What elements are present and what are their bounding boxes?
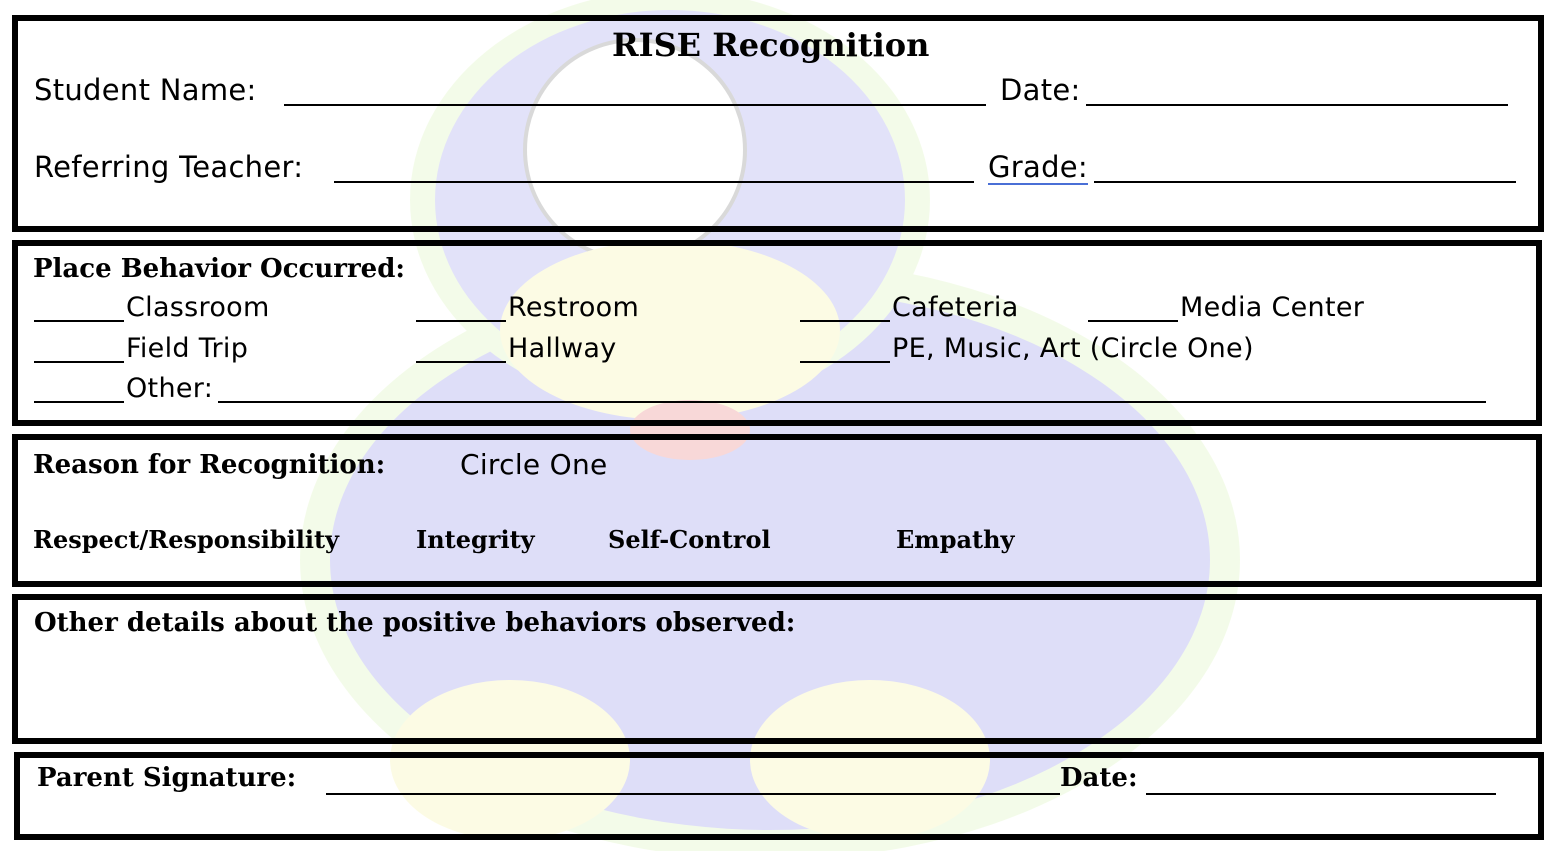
student-name-field[interactable] [284,104,986,106]
other-blank[interactable] [34,401,124,403]
field-trip-blank[interactable] [34,361,124,363]
date-field[interactable] [1086,104,1508,106]
cafeteria-option: Cafeteria [892,292,1019,323]
other-field[interactable] [218,401,1486,403]
details-heading: Other details about the positive behaviors observed: [34,608,796,638]
date-label: Date: [1000,73,1081,107]
student-name-label: Student Name: [34,73,257,107]
reason-integrity[interactable]: Integrity [416,525,535,554]
reason-instruction: Circle One [460,448,608,481]
media-center-option: Media Center [1180,292,1365,323]
pe-music-art-option: PE, Music, Art (Circle One) [892,333,1254,364]
grade-field[interactable] [1094,181,1516,183]
place-heading: Place Behavior Occurred: [33,254,405,284]
media-center-blank[interactable] [1088,320,1178,322]
cafeteria-blank[interactable] [800,320,890,322]
reason-empathy[interactable]: Empathy [896,525,1015,554]
referring-teacher-label: Referring Teacher: [34,150,304,184]
classroom-blank[interactable] [34,320,124,322]
hallway-option: Hallway [508,333,617,364]
pe-music-art-blank[interactable] [800,361,890,363]
grade-label: Grade: [988,150,1088,184]
field-trip-option: Field Trip [126,333,249,364]
restroom-blank[interactable] [416,320,506,322]
referring-teacher-field[interactable] [334,181,974,183]
hallway-blank[interactable] [416,361,506,363]
classroom-option: Classroom [126,292,270,323]
reason-heading: Reason for Recognition: [33,450,386,480]
parent-signature-label: Parent Signature: [37,763,297,793]
restroom-option: Restroom [508,292,640,323]
signature-date-label: Date: [1060,763,1138,793]
signature-date-field[interactable] [1146,793,1496,795]
form-title: RISE Recognition [612,26,930,64]
other-option: Other: [126,373,214,404]
parent-signature-field[interactable] [326,793,1060,795]
reason-respect-responsibility[interactable]: Respect/Responsibility [33,525,339,554]
reason-self-control[interactable]: Self-Control [608,525,771,554]
